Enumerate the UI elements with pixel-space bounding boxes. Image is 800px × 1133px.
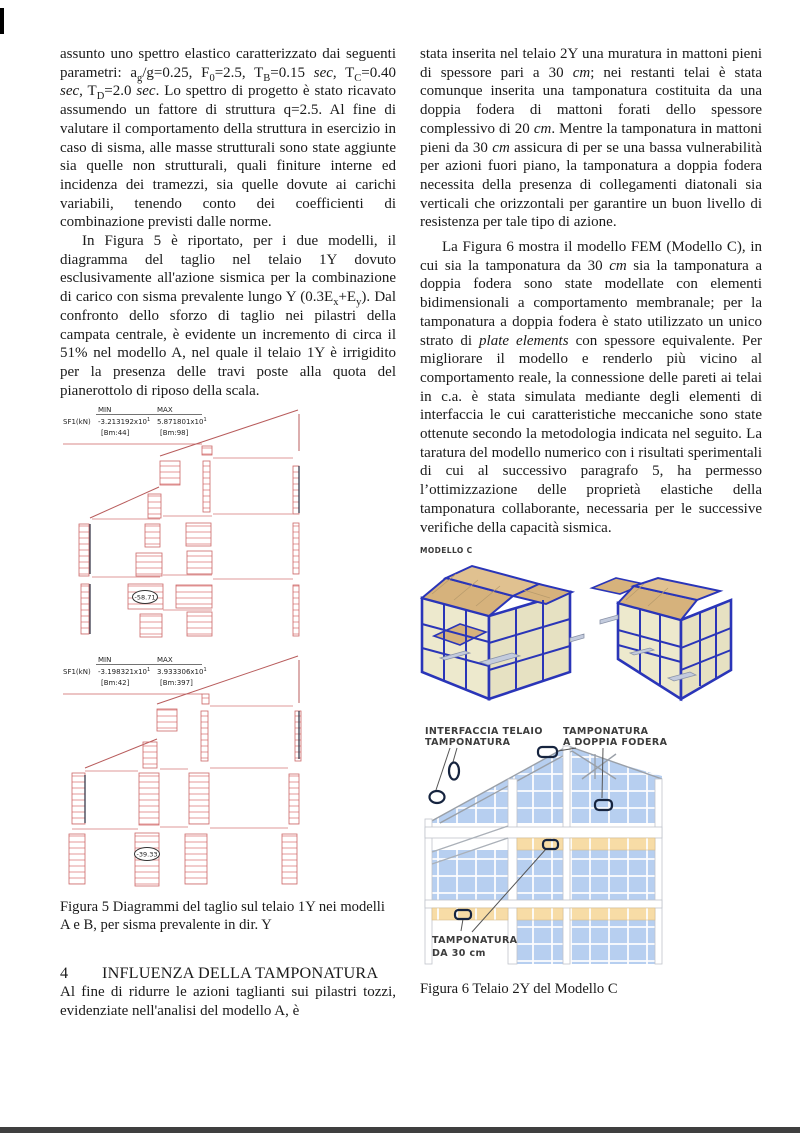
figure6-model-label: MODELLO C: [420, 546, 473, 556]
svg-text:[Bm:42]: [Bm:42]: [101, 679, 130, 688]
fem-model-right-view: [592, 578, 731, 699]
figure6-caption: Figura 6 Telaio 2Y del Modello C: [420, 981, 618, 998]
figure6-frame-diagram: [420, 724, 765, 976]
svg-text:-3.213192x101: $-3.213192x10^1$: [98, 417, 151, 427]
section-heading: [60, 964, 396, 983]
paragraph-spectrum: assunto uno spettro elastico caratterizzato dai seguenti parametri: $a_g/g=0.25$, $F_0=2.5$, $T_B=0.15$ sec, $T_C=0.40$ sec, $T_D=2.0$ sec. Lo spettro di progetto è stato ricavato assumendo un fattore di struttura q=2.5. Al fine di valutare il comportamento della struttura in esercizio in caso di sisma, alle masse strutturali sono state aggiunte sia quelle non strutturali, quali finiture interne ed incidenza dei tramezzi, sia quelle dovute ai carichi variabili, tenendo conto dei coefficienti di combinazione previsti dalle norme.: [60, 46, 396, 231]
figure5-geometry-b: [69, 656, 301, 886]
interface-marker-ellipse-2: [430, 791, 445, 803]
figure6-fem-3d-models: [420, 558, 765, 708]
label-interfaccia-line2: TAMPONATURA: [425, 737, 511, 749]
svg-text:5.871801x101: $5.871801x10^1$: [157, 417, 207, 427]
paragraph-influenza: Al fine di ridurre le azioni taglianti sui pilastri tozzi, evidenziate nell'analisi del modello A, è: [60, 984, 396, 1020]
svg-text:MAX: MAX: [157, 406, 173, 415]
label-doppia-line2: A DOPPIA FODERA: [563, 737, 668, 749]
svg-text:SF1(kN): SF1(kN): [63, 418, 91, 427]
paragraph-figura6: La Figura 6 mostra il modello FEM (Modello C), in cui sia la tamponatura da 30 cm sia la tamponatura a doppia fodera sono state modellate con elementi bidimensionali a comportamento membranale; per la tamponatura a doppia fodera è stato utilizzato un unico strato di plate elements con spessore equivalente. Per migliorare il modello e renderlo più vicino al comportamento reale, la connessione delle pareti ai telai in c.a. è stata simulata mediante degli elementi di interfaccia le cui caratteristiche meccaniche sono state ottenute secondo la metodologia indicata nel seguito. La taratura del modello numerico con i risultati sperimentali di cui al successivo paragrafo 5, ha permesso l’ottimizzazione delle proprietà elastiche della tamponatura collaborante, necessaria per le successive verifiche della capacità sismica.: [420, 239, 762, 536]
svg-text:MIN: MIN: [98, 406, 112, 415]
label-30cm-line1: TAMPONATURA: [432, 935, 518, 947]
figure5: [60, 401, 396, 934]
page-bottom-bar: [0, 1127, 800, 1133]
svg-text:MAX: MAX: [157, 656, 173, 665]
paragraph-muratura: stata inserita nel telaio 2Y una muratura in mattoni pieni di spessore pari a 30 cm; nei restanti telai è stata comunque inserita una tamponatura costituita da una doppia fodera di mattoni forati dello spessore complessivo di 20 cm. Mentre la tamponatura in mattoni pieni da 30 cm assicura di per se una bassa vulnerabilità per azioni fuori piano, la tamponatura a doppia fodera necessita della presenza di collegamenti diatonali sia verticali che orizzontali per garantire un buon livello di resistenza per tale tipo di azione.: [420, 46, 763, 231]
figure5-diagram-model-a: [60, 401, 380, 651]
svg-text:[Bm:397]: [Bm:397]: [160, 679, 193, 688]
callout-value-a: -58.71: [134, 593, 156, 602]
section-title: INFLUENZA DELLA TAMPONATURA: [102, 964, 379, 983]
scan-artifact-mark: [0, 8, 4, 34]
section-number: 4: [60, 964, 69, 983]
interface-marker-ellipse-1: [449, 763, 459, 780]
callout-value-b: -39.33: [136, 850, 158, 859]
svg-text:-3.198321x101: $-3.198321x10^1$: [98, 667, 151, 677]
svg-text:[Bm:98]: [Bm:98]: [160, 429, 189, 438]
frame-panels: [425, 746, 662, 964]
figure5-caption: Figura 5 Diagrammi del taglio sul telaio 1Y nei modelli A e B, per sisma prevalente in dir. Y: [60, 899, 385, 933]
svg-text:[Bm:44]: [Bm:44]: [101, 429, 130, 438]
paragraph-figura5: In Figura 5 è riportato, per i due modelli, il diagramma del taglio nel telaio 1Y dovuto esclusivamente all'azione sismica per la combinazione di carico con sisma prevalente lungo Y $(0.3E_x+E_y)$. Dal confronto dello sforzo di taglio nei pilastri della campata centrale, è evidente un incremento di circa il 51% nel modello A, nel quale il telaio 1Y è irrigidito per la presenza delle travi poste alla quota del pianerottolo di riposo della scala.: [60, 233, 396, 399]
label-interfaccia-line1: INTERFACCIA TELAIO: [425, 726, 543, 738]
label-doppia-line1: TAMPONATURA: [563, 726, 649, 738]
figure5-diagram-model-b: [60, 651, 380, 897]
figure5-legend-a: [63, 406, 207, 444]
svg-text:3.933306x101: $3.933306x10^1$: [157, 667, 207, 677]
svg-text:MIN: MIN: [98, 656, 112, 665]
label-30cm-line2: DA 30 cm: [432, 948, 486, 960]
fem-model-left-view: [422, 566, 584, 699]
svg-text:SF1(kN): SF1(kN): [63, 668, 91, 677]
figure5-legend-b: [63, 656, 207, 694]
right-column: [420, 45, 762, 999]
left-column: [60, 45, 396, 1021]
